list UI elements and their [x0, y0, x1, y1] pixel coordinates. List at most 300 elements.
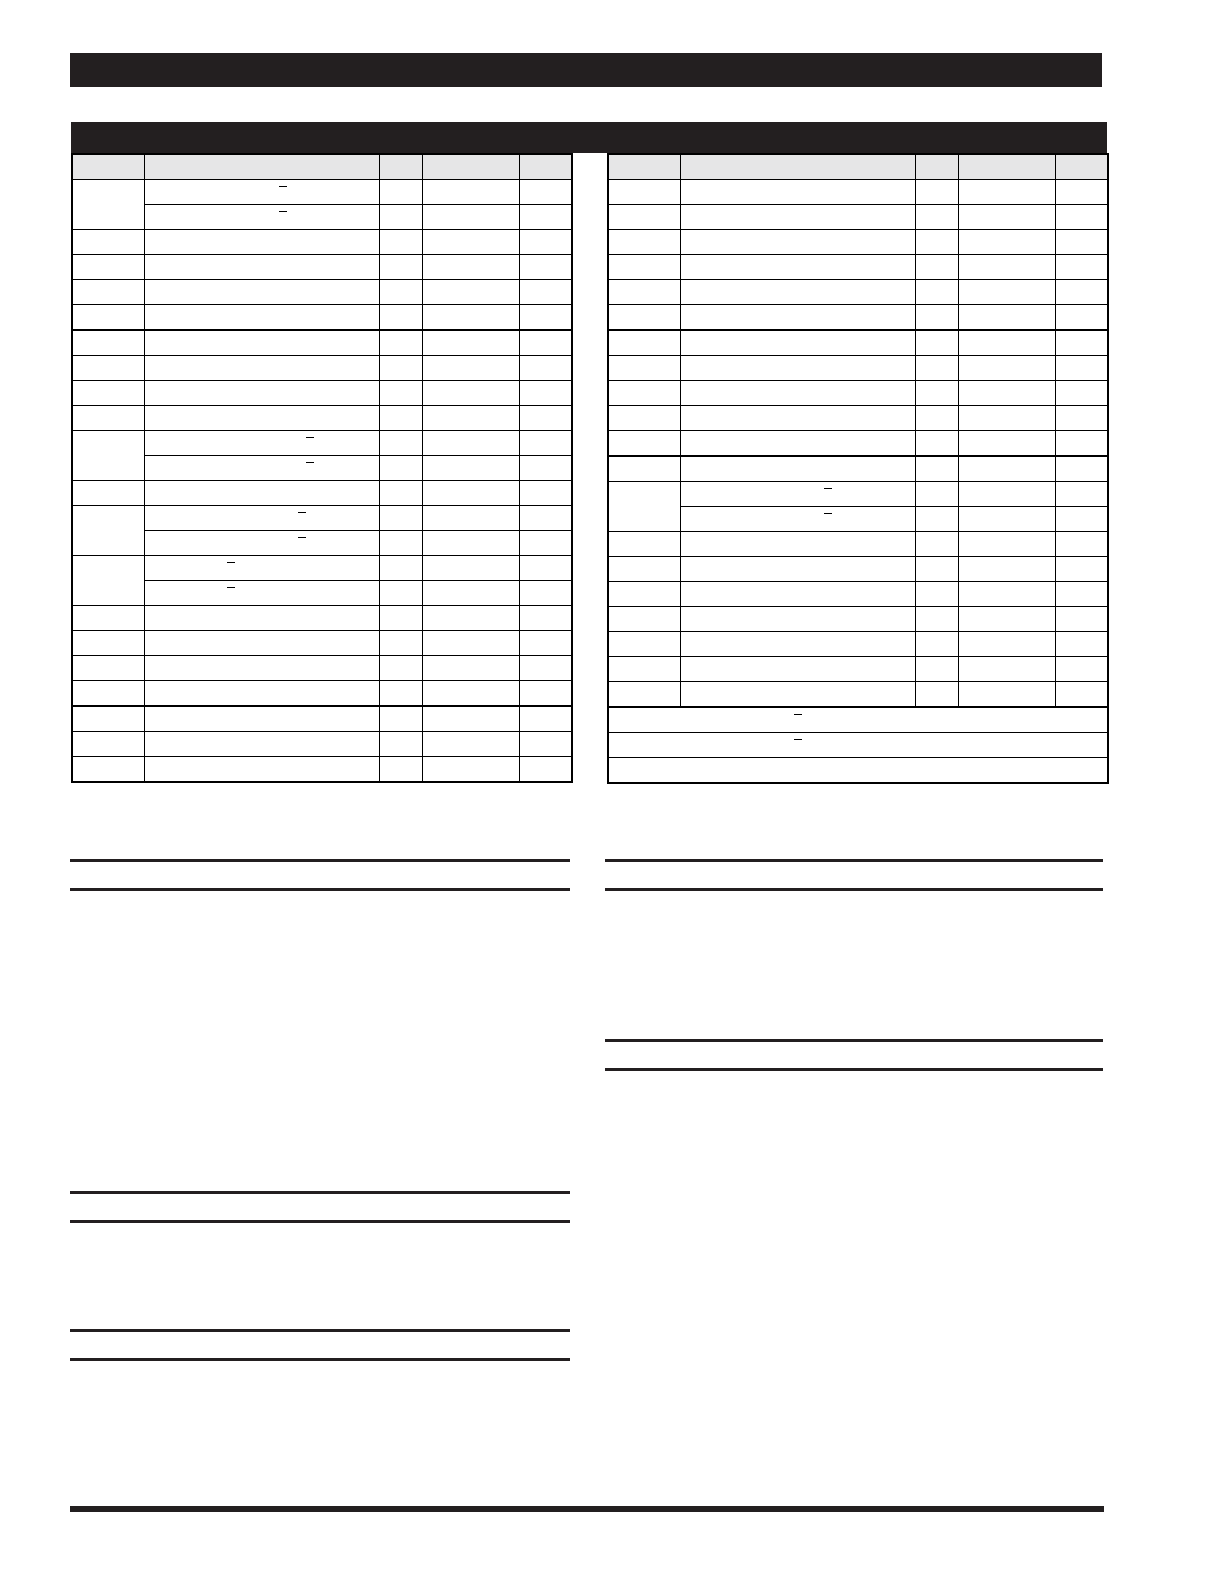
table-cell — [422, 706, 519, 732]
table-row — [608, 482, 1108, 507]
table-cell — [422, 280, 519, 305]
table-cell — [680, 632, 915, 657]
table-cell — [519, 406, 572, 431]
table-cell — [519, 230, 572, 255]
table-cell — [72, 406, 144, 431]
overbar-mark — [794, 739, 802, 740]
table-cell — [519, 305, 572, 331]
header-cell — [72, 154, 144, 180]
overbar-mark — [824, 513, 832, 514]
table-cell — [422, 757, 519, 783]
table-cell — [915, 607, 958, 632]
table-cell — [144, 481, 379, 506]
table-cell — [958, 330, 1055, 356]
table-cell — [1055, 381, 1108, 406]
table-row — [72, 732, 572, 757]
table-cell — [1055, 180, 1108, 205]
table-cell — [608, 657, 680, 682]
table-cell — [379, 205, 422, 230]
table-row — [608, 582, 1108, 607]
table-cell — [680, 205, 915, 230]
table-cell — [422, 180, 519, 205]
table-cell — [519, 656, 572, 681]
footer-rule — [70, 1506, 1104, 1512]
table-cell — [1055, 657, 1108, 682]
signal-cell — [144, 506, 379, 531]
table-cell — [915, 482, 958, 507]
table-cell — [379, 456, 422, 481]
table-cell — [72, 631, 144, 656]
section-heading — [605, 1042, 1103, 1068]
section-rule — [605, 888, 1103, 891]
table-row — [72, 631, 572, 656]
table-row — [608, 180, 1108, 205]
table-cell — [519, 381, 572, 406]
table-title-bar — [71, 122, 1107, 153]
footer-cell — [608, 733, 1108, 758]
table-cell — [379, 531, 422, 556]
table-row — [72, 481, 572, 506]
table-cell — [72, 757, 144, 783]
table-cell — [144, 406, 379, 431]
header-cell — [608, 154, 680, 180]
table-cell — [1055, 557, 1108, 582]
table-cell — [144, 631, 379, 656]
table-cell — [379, 255, 422, 280]
table-cell — [1055, 330, 1108, 356]
signal-cell — [144, 205, 379, 230]
table-cell — [379, 280, 422, 305]
table-row — [608, 456, 1108, 482]
table-cell — [422, 506, 519, 531]
table-cell — [915, 431, 958, 457]
table-cell — [72, 706, 144, 732]
table-cell — [144, 255, 379, 280]
pin-cell — [608, 482, 680, 532]
table-row — [608, 507, 1108, 532]
table-cell — [1055, 582, 1108, 607]
table-row — [608, 557, 1108, 582]
table-cell — [519, 556, 572, 581]
table-cell — [144, 356, 379, 381]
table-cell — [144, 230, 379, 255]
table-cell — [422, 732, 519, 757]
table-row — [72, 581, 572, 606]
section-rule — [70, 888, 570, 891]
table-cell — [144, 732, 379, 757]
overbar-mark — [279, 211, 287, 212]
table-cell — [379, 305, 422, 331]
table-cell — [144, 606, 379, 631]
section-heading — [70, 1194, 570, 1220]
table-cell — [1055, 456, 1108, 482]
table-cell — [72, 481, 144, 506]
table-cell — [1055, 230, 1108, 255]
table-cell — [958, 456, 1055, 482]
table-cell — [379, 230, 422, 255]
table-cell — [1055, 356, 1108, 381]
table-cell — [379, 706, 422, 732]
table-cell — [519, 681, 572, 707]
table-cell — [519, 255, 572, 280]
table-row — [72, 230, 572, 255]
table-cell — [680, 356, 915, 381]
table-row — [72, 556, 572, 581]
overbar-mark — [227, 587, 235, 588]
overbar-mark — [298, 537, 306, 538]
table-cell — [608, 205, 680, 230]
table-cell — [608, 456, 680, 482]
section-rule — [70, 1220, 570, 1223]
table-cell — [519, 456, 572, 481]
table-cell — [379, 606, 422, 631]
table-cell — [519, 531, 572, 556]
table-cell — [519, 757, 572, 783]
table-cell — [608, 557, 680, 582]
table-row — [608, 305, 1108, 331]
table-row — [608, 255, 1108, 280]
table-cell — [958, 305, 1055, 331]
footer-row — [608, 733, 1108, 758]
table-cell — [379, 681, 422, 707]
header-cell — [379, 154, 422, 180]
table-cell — [519, 431, 572, 456]
table-cell — [72, 230, 144, 255]
table-cell — [422, 255, 519, 280]
header-cell — [680, 154, 915, 180]
footer-cell — [608, 707, 1108, 733]
table-cell — [72, 681, 144, 707]
table-cell — [72, 255, 144, 280]
table-cell — [915, 330, 958, 356]
table-cell — [1055, 507, 1108, 532]
table-cell — [1055, 607, 1108, 632]
table-cell — [1055, 406, 1108, 431]
table-cell — [422, 606, 519, 631]
table-cell — [379, 506, 422, 531]
table-cell — [915, 230, 958, 255]
table-header-row — [608, 154, 1108, 180]
table-cell — [680, 607, 915, 632]
table-row — [72, 431, 572, 456]
pin-cell — [72, 556, 144, 606]
table-row — [608, 280, 1108, 305]
header-cell — [958, 154, 1055, 180]
table-cell — [379, 356, 422, 381]
table-cell — [1055, 532, 1108, 557]
table-cell — [379, 656, 422, 681]
table-cell — [608, 230, 680, 255]
table-cell — [608, 356, 680, 381]
table-cell — [422, 631, 519, 656]
table-cell — [72, 381, 144, 406]
table-cell — [72, 305, 144, 331]
table-cell — [144, 280, 379, 305]
table-cell — [608, 305, 680, 331]
table-row — [72, 506, 572, 531]
pin-cell — [72, 431, 144, 481]
table-cell — [1055, 482, 1108, 507]
table-row — [608, 356, 1108, 381]
table-cell — [379, 631, 422, 656]
table-row — [608, 205, 1108, 230]
table-cell — [379, 381, 422, 406]
table-cell — [1055, 305, 1108, 331]
table-cell — [608, 330, 680, 356]
table-cell — [915, 255, 958, 280]
table-cell — [422, 305, 519, 331]
table-cell — [1055, 632, 1108, 657]
table-cell — [519, 330, 572, 356]
table-cell — [680, 255, 915, 280]
signal-cell — [680, 507, 915, 532]
table-row — [72, 706, 572, 732]
table-cell — [72, 656, 144, 681]
table-cell — [519, 706, 572, 732]
table-cell — [680, 431, 915, 457]
table-cell — [519, 481, 572, 506]
table-row — [608, 657, 1108, 682]
table-cell — [958, 356, 1055, 381]
table-row — [72, 381, 572, 406]
table-cell — [1055, 255, 1108, 280]
table-cell — [958, 482, 1055, 507]
table-cell — [608, 406, 680, 431]
table-cell — [680, 330, 915, 356]
table-cell — [519, 356, 572, 381]
table-cell — [144, 757, 379, 783]
table-cell — [72, 356, 144, 381]
table-cell — [379, 481, 422, 506]
page-title-bar — [70, 53, 1102, 87]
overbar-mark — [824, 488, 832, 489]
table-cell — [144, 381, 379, 406]
table-cell — [144, 656, 379, 681]
table-row — [608, 682, 1108, 708]
table-cell — [680, 305, 915, 331]
table-cell — [379, 556, 422, 581]
overbar-mark — [794, 714, 802, 715]
table-cell — [915, 456, 958, 482]
table-cell — [519, 606, 572, 631]
table-cell — [608, 532, 680, 557]
table-cell — [915, 205, 958, 230]
table-cell — [608, 607, 680, 632]
table-cell — [915, 280, 958, 305]
table-cell — [958, 657, 1055, 682]
table-row — [72, 406, 572, 431]
table-cell — [958, 381, 1055, 406]
table-cell — [680, 456, 915, 482]
table-row — [72, 305, 572, 331]
table-cell — [519, 205, 572, 230]
signal-cell — [144, 556, 379, 581]
table-row — [608, 381, 1108, 406]
table-cell — [680, 180, 915, 205]
table-cell — [680, 230, 915, 255]
header-cell — [422, 154, 519, 180]
table-cell — [422, 681, 519, 707]
table-row — [72, 330, 572, 356]
table-cell — [379, 330, 422, 356]
overbar-mark — [306, 437, 314, 438]
table-row — [72, 757, 572, 783]
table-cell — [915, 305, 958, 331]
header-cell — [1055, 154, 1108, 180]
table-cell — [958, 582, 1055, 607]
table-cell — [379, 180, 422, 205]
table-cell — [958, 280, 1055, 305]
table-row — [72, 531, 572, 556]
table-cell — [958, 180, 1055, 205]
table-cell — [608, 682, 680, 708]
table-cell — [72, 280, 144, 305]
table-cell — [915, 582, 958, 607]
table-cell — [379, 732, 422, 757]
signal-cell — [144, 180, 379, 205]
table-row — [608, 607, 1108, 632]
table-cell — [144, 305, 379, 331]
table-cell — [519, 280, 572, 305]
table-cell — [144, 706, 379, 732]
table-cell — [958, 431, 1055, 457]
table-cell — [680, 406, 915, 431]
table-cell — [72, 606, 144, 631]
overbar-mark — [306, 462, 314, 463]
footer-row — [608, 707, 1108, 733]
table-cell — [422, 330, 519, 356]
table-cell — [422, 381, 519, 406]
table-cell — [958, 507, 1055, 532]
table-cell — [608, 582, 680, 607]
table-row — [72, 606, 572, 631]
table-row — [608, 330, 1108, 356]
table-cell — [608, 381, 680, 406]
table-cell — [379, 757, 422, 783]
table-cell — [72, 732, 144, 757]
table-row — [72, 656, 572, 681]
table-row — [608, 431, 1108, 457]
table-cell — [958, 205, 1055, 230]
right-pin-table — [607, 153, 1109, 784]
table-cell — [422, 230, 519, 255]
table-row — [608, 532, 1108, 557]
section-rule — [70, 1358, 570, 1361]
signal-cell — [144, 431, 379, 456]
table-cell — [915, 632, 958, 657]
signal-cell — [680, 482, 915, 507]
table-cell — [680, 682, 915, 708]
table-cell — [915, 507, 958, 532]
signal-cell — [144, 581, 379, 606]
table-cell — [519, 506, 572, 531]
table-cell — [958, 532, 1055, 557]
table-cell — [1055, 205, 1108, 230]
table-cell — [915, 180, 958, 205]
table-cell — [519, 631, 572, 656]
table-cell — [915, 557, 958, 582]
pin-cell — [72, 506, 144, 556]
table-row — [608, 230, 1108, 255]
table-cell — [422, 356, 519, 381]
table-cell — [422, 205, 519, 230]
table-cell — [422, 531, 519, 556]
table-cell — [608, 431, 680, 457]
table-cell — [422, 581, 519, 606]
table-cell — [680, 557, 915, 582]
table-cell — [915, 381, 958, 406]
table-cell — [608, 280, 680, 305]
table-cell — [519, 732, 572, 757]
table-cell — [680, 657, 915, 682]
table-cell — [608, 632, 680, 657]
table-row — [72, 456, 572, 481]
table-cell — [958, 632, 1055, 657]
table-cell — [422, 456, 519, 481]
pin-cell — [72, 180, 144, 230]
table-row — [72, 356, 572, 381]
table-cell — [144, 681, 379, 707]
table-row — [608, 632, 1108, 657]
table-cell — [519, 180, 572, 205]
table-cell — [915, 356, 958, 381]
table-cell — [958, 406, 1055, 431]
table-row — [72, 280, 572, 305]
table-cell — [422, 481, 519, 506]
table-cell — [422, 556, 519, 581]
table-row — [72, 180, 572, 205]
table-cell — [958, 557, 1055, 582]
table-cell — [915, 682, 958, 708]
header-cell — [915, 154, 958, 180]
section-heading — [70, 862, 570, 888]
table-cell — [379, 581, 422, 606]
table-cell — [1055, 431, 1108, 457]
left-pin-table — [71, 153, 573, 783]
table-cell — [680, 582, 915, 607]
table-cell — [608, 255, 680, 280]
table-cell — [958, 255, 1055, 280]
table-cell — [1055, 280, 1108, 305]
table-cell — [958, 230, 1055, 255]
table-cell — [915, 406, 958, 431]
table-header-row — [72, 154, 572, 180]
header-cell — [519, 154, 572, 180]
signal-cell — [144, 456, 379, 481]
table-row — [608, 406, 1108, 431]
overbar-mark — [298, 512, 306, 513]
table-cell — [915, 657, 958, 682]
table-cell — [144, 330, 379, 356]
section-rule — [605, 1068, 1103, 1071]
section-heading — [70, 1332, 570, 1358]
overbar-mark — [279, 186, 287, 187]
table-cell — [422, 431, 519, 456]
table-row — [72, 681, 572, 707]
table-cell — [72, 330, 144, 356]
table-cell — [379, 431, 422, 456]
table-cell — [519, 581, 572, 606]
header-cell — [144, 154, 379, 180]
table-cell — [680, 532, 915, 557]
table-cell — [958, 607, 1055, 632]
signal-cell — [144, 531, 379, 556]
table-cell — [422, 406, 519, 431]
table-cell — [422, 656, 519, 681]
table-cell — [958, 682, 1055, 708]
table-cell — [608, 180, 680, 205]
footer-row — [608, 758, 1108, 784]
